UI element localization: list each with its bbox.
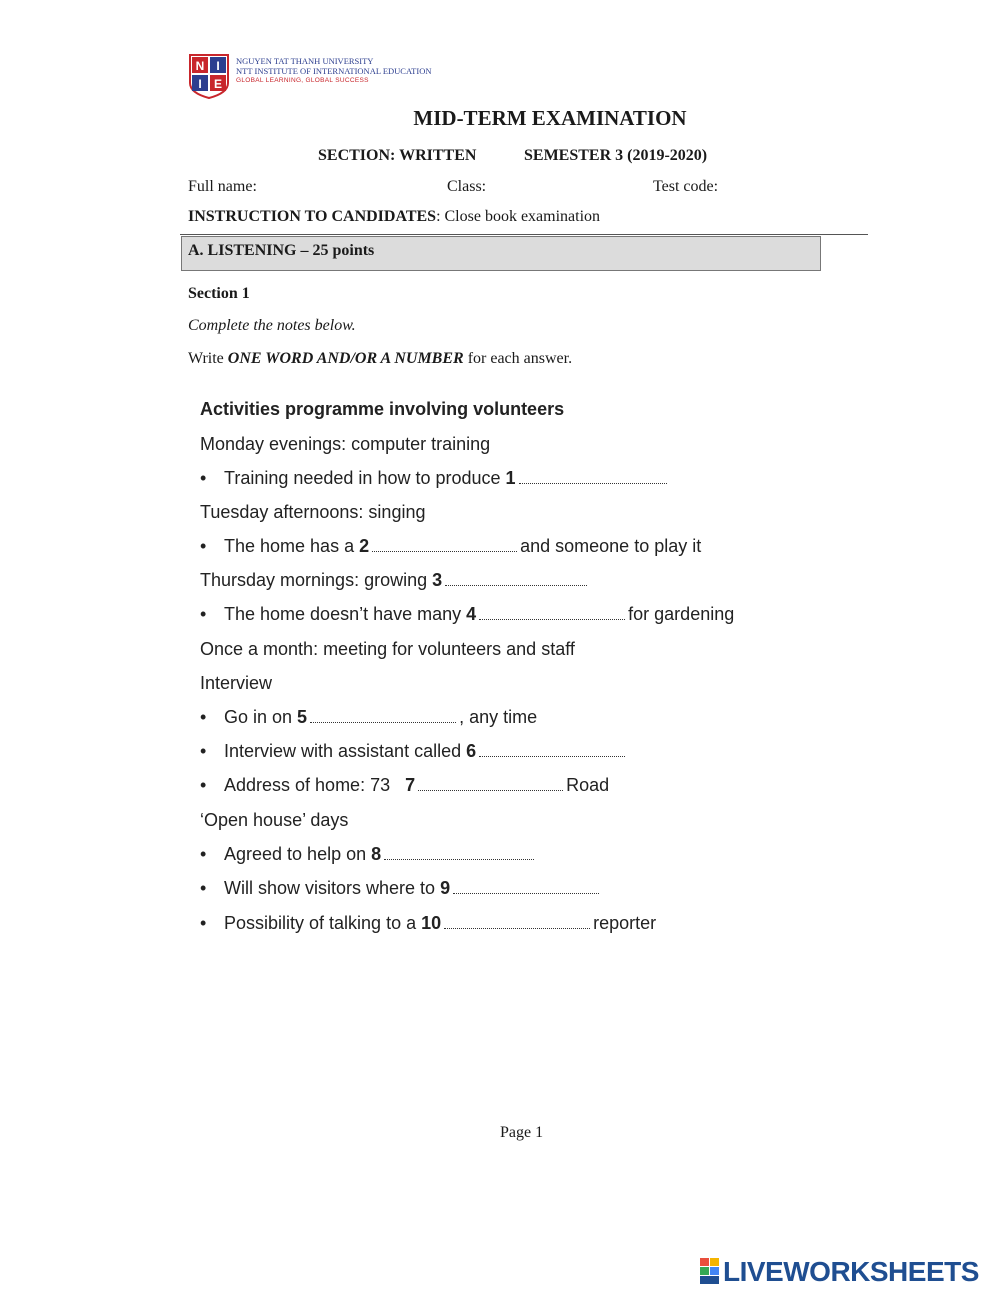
note-q5 bbox=[200, 707, 537, 728]
q1-number: 1 bbox=[505, 468, 516, 488]
q6-text: Interview with assistant called bbox=[224, 741, 467, 761]
bullet: • bbox=[200, 707, 207, 727]
part-header-box bbox=[181, 236, 821, 271]
answer-blank-2[interactable] bbox=[372, 539, 517, 552]
q4-text-after: for gardening bbox=[628, 604, 735, 624]
logo-letter: E bbox=[213, 77, 223, 91]
page-number: Page 1 bbox=[500, 1124, 544, 1141]
answer-rule bbox=[188, 350, 572, 368]
exam-title: MID-TERM EXAMINATION bbox=[413, 106, 687, 130]
logo-letter: N bbox=[195, 59, 205, 73]
q10-number: 10 bbox=[421, 913, 442, 933]
notes-monday: Monday evenings: computer training bbox=[200, 434, 491, 454]
notes-interview: Interview bbox=[200, 673, 273, 693]
liveworksheets-brand[interactable] bbox=[700, 1256, 979, 1288]
answer-rule-pre: Write bbox=[188, 350, 228, 367]
semester-label: SEMESTER 3 (2019-2020) bbox=[524, 147, 708, 164]
q8-text: Agreed to help on bbox=[224, 844, 372, 864]
q10-text: Possibility of talking to a bbox=[224, 913, 422, 933]
notes-monthly: Once a month: meeting for volunteers and staff bbox=[200, 639, 575, 659]
task-instruction: Complete the notes below. bbox=[188, 317, 356, 334]
q3-text: Thursday mornings: growing bbox=[200, 570, 433, 590]
answer-rule-bold: ONE WORD AND/OR A NUMBER bbox=[227, 350, 464, 367]
liveworksheets-logo-icon bbox=[700, 1258, 720, 1284]
bullet: • bbox=[200, 536, 207, 556]
q10-text-after: reporter bbox=[593, 913, 657, 933]
full-name-label: Full name: bbox=[188, 178, 257, 195]
bullet: • bbox=[200, 878, 207, 898]
note-q9 bbox=[200, 878, 602, 899]
q7-text: Address of home: 73 bbox=[224, 775, 406, 795]
institute-logo bbox=[188, 53, 230, 99]
q7-text-after: Road bbox=[566, 775, 610, 795]
bullet: • bbox=[200, 468, 207, 488]
q9-number: 9 bbox=[440, 878, 451, 898]
note-q10 bbox=[200, 913, 656, 934]
q2-number: 2 bbox=[359, 536, 370, 556]
divider bbox=[180, 234, 868, 235]
answer-blank-8[interactable] bbox=[384, 847, 534, 860]
logo-letter: I bbox=[198, 77, 202, 91]
bullet: • bbox=[200, 604, 207, 624]
q2-text: The home has a bbox=[224, 536, 360, 556]
class-label: Class: bbox=[447, 178, 487, 195]
answer-blank-9[interactable] bbox=[453, 881, 599, 894]
note-q8 bbox=[200, 844, 537, 865]
instruction-label: INSTRUCTION TO CANDIDATES bbox=[188, 208, 437, 225]
note-q6 bbox=[200, 741, 628, 762]
q9-text: Will show visitors where to bbox=[224, 878, 441, 898]
note-q3 bbox=[200, 570, 590, 591]
answer-blank-10[interactable] bbox=[444, 916, 590, 929]
bullet: • bbox=[200, 913, 207, 933]
note-q1 bbox=[200, 468, 670, 489]
answer-blank-7[interactable] bbox=[418, 778, 563, 791]
note-q2 bbox=[200, 536, 701, 557]
institute-name-block bbox=[236, 56, 431, 86]
answer-rule-post: for each answer. bbox=[463, 350, 573, 367]
notes-tuesday: Tuesday afternoons: singing bbox=[200, 502, 426, 522]
answer-blank-5[interactable] bbox=[310, 710, 456, 723]
answer-blank-6[interactable] bbox=[479, 744, 625, 757]
q8-number: 8 bbox=[371, 844, 382, 864]
q3-number: 3 bbox=[432, 570, 443, 590]
section-heading: Section 1 bbox=[188, 285, 250, 302]
answer-blank-1[interactable] bbox=[519, 471, 667, 484]
note-q4 bbox=[200, 604, 734, 625]
q7-number: 7 bbox=[405, 775, 416, 795]
q1-text: Training needed in how to produce bbox=[224, 468, 506, 488]
part-title: A. LISTENING – 25 points bbox=[188, 242, 375, 259]
test-code-label: Test code: bbox=[653, 178, 719, 195]
q5-text-after: , any time bbox=[459, 707, 538, 727]
q2-text-after: and someone to play it bbox=[520, 536, 702, 556]
slogan: GLOBAL LEARNING, GLOBAL SUCCESS bbox=[236, 77, 369, 84]
q6-number: 6 bbox=[466, 741, 477, 761]
bullet: • bbox=[200, 775, 207, 795]
bullet: • bbox=[200, 741, 207, 761]
instructions bbox=[188, 208, 600, 226]
answer-blank-4[interactable] bbox=[479, 607, 625, 620]
note-q7 bbox=[200, 775, 609, 796]
q4-number: 4 bbox=[466, 604, 477, 624]
logo-letter: I bbox=[216, 59, 220, 73]
section-label: SECTION: WRITTEN bbox=[318, 147, 477, 164]
notes-open-house: ‘Open house’ days bbox=[200, 810, 349, 830]
q5-text: Go in on bbox=[224, 707, 298, 727]
university-name: NGUYEN TAT THANH UNIVERSITY bbox=[236, 56, 374, 66]
liveworksheets-wordmark: LIVEWORKSHEETS bbox=[723, 1256, 979, 1287]
instruction-text: : Close book examination bbox=[436, 208, 601, 225]
q4-text: The home doesn’t have many bbox=[224, 604, 467, 624]
q5-number: 5 bbox=[297, 707, 308, 727]
notes-heading: Activities programme involving volunteers bbox=[200, 399, 565, 419]
institute-name: NTT INSTITUTE OF INTERNATIONAL EDUCATION bbox=[236, 66, 432, 76]
answer-blank-3[interactable] bbox=[445, 573, 587, 586]
bullet: • bbox=[200, 844, 207, 864]
